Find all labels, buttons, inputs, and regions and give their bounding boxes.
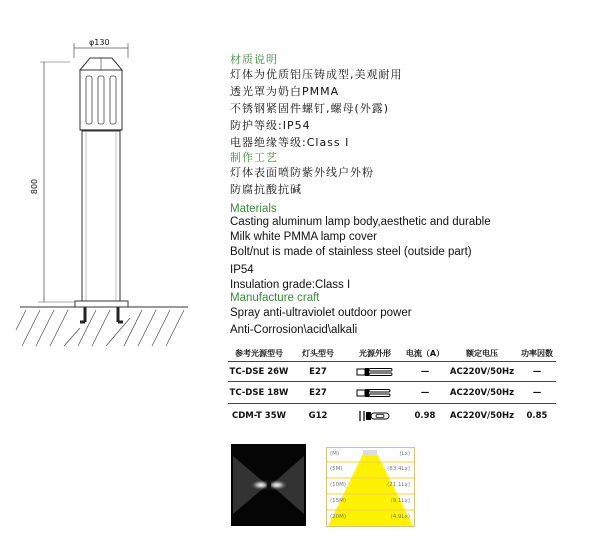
table-row (228, 362, 556, 382)
materials-en-line-5: Insulation grade:Class I (230, 279, 351, 291)
cell-pf: — (518, 362, 556, 382)
craft-en-heading: Manufacture craft (230, 292, 320, 304)
description-panel (230, 53, 600, 338)
materials-cn-line-2: 透光罩为奶白PMMA (230, 85, 340, 98)
illuminance-diagram (326, 447, 415, 527)
cell-model: TC-DSE 26W (228, 362, 290, 382)
col-header-model: 参考光源型号 (235, 349, 283, 358)
illuminance-row (330, 451, 410, 461)
materials-cn-heading: 材质说明 (230, 53, 278, 66)
distance-label: (M) (330, 451, 340, 457)
cell-shape (346, 382, 404, 404)
materials-en-line-3: Bolt/nut is made of stainless steel (outside part) (230, 246, 472, 258)
cell-pf: 0.85 (518, 404, 556, 428)
cfl-lamp-icon (356, 366, 394, 378)
cell-voltage: AC220V/50Hz (446, 362, 518, 382)
light-effect-svg (231, 444, 306, 526)
cell-base: E27 (290, 362, 346, 382)
bollard-drawing (0, 0, 200, 365)
cell-base: E27 (290, 382, 346, 404)
lux-label: (9.1Lx) (390, 498, 410, 504)
cell-model: CDM-T 35W (228, 404, 290, 428)
col-header-shape: 光源外形 (359, 349, 391, 358)
col-header-pf: 功率因数 (521, 349, 553, 358)
materials-cn-line-5: 电器绝缘等级:Class Ⅰ (230, 136, 350, 149)
craft-en-line-1: Spray anti-ultraviolet outdoor power (230, 307, 412, 319)
craft-en-line-2: Anti-Corrosion\acid\alkali (230, 324, 358, 336)
spec-table (228, 346, 556, 428)
base-plate (75, 301, 128, 307)
illuminance-row (330, 514, 410, 524)
spec-table-container (228, 346, 556, 428)
cell-base: G12 (290, 404, 346, 428)
lamp-pole (82, 131, 120, 302)
cell-model: TC-DSE 18W (228, 382, 290, 404)
light-effect-photo (231, 444, 306, 526)
cell-pf: — (518, 382, 556, 404)
craft-cn-heading: 制作工艺 (230, 151, 278, 164)
materials-en-line-2: Milk white PMMA lamp cover (230, 231, 377, 243)
materials-en-line-4: IP54 (230, 264, 254, 276)
ground-hatching (16, 310, 184, 346)
height-label: 800 (30, 178, 40, 195)
distance-label: (20M) (330, 514, 347, 520)
table-row (228, 404, 556, 428)
craft-cn-line-2: 防腐抗酸抗碱 (230, 183, 302, 196)
materials-en-heading: Materials (230, 203, 277, 215)
cell-voltage: AC220V/50Hz (446, 404, 518, 428)
lux-label: (Lx) (399, 451, 410, 457)
cell-current: 0.98 (404, 404, 446, 428)
illuminance-row (330, 466, 410, 476)
craft-cn-line-1: 灯体表面喷防紫外线户外粉 (230, 166, 374, 179)
cell-current: — (404, 382, 446, 404)
col-header-voltage: 额定电压 (466, 349, 498, 358)
materials-cn-line-1: 灯体为优质铝压铸成型,美观耐用 (230, 68, 403, 81)
metal-halide-lamp-icon (356, 409, 394, 423)
lux-label: (4.9Lx) (390, 514, 410, 520)
lux-label: (21.1Lx) (387, 482, 410, 488)
col-header-base: 灯头型号 (302, 349, 334, 358)
col-header-current: 电流（A） (405, 349, 445, 358)
cell-voltage: AC220V/50Hz (446, 382, 518, 404)
distance-label: (5M) (330, 466, 343, 472)
cell-shape (346, 362, 404, 382)
spec-table-header-row (228, 346, 556, 362)
cell-current: — (404, 362, 446, 382)
lux-label: (83.4Lx) (387, 466, 410, 472)
diameter-label: φ130 (89, 38, 110, 47)
cell-shape (346, 404, 404, 428)
materials-cn-line-4: 防护等级:IP54 (230, 119, 311, 132)
illuminance-row (330, 482, 410, 492)
distance-label: (10M) (330, 482, 347, 488)
illuminance-row (330, 498, 410, 508)
materials-cn-line-3: 不锈钢紧固件螺钉,螺母(外露) (230, 102, 390, 115)
table-row (228, 382, 556, 404)
distance-label: (15M) (330, 498, 347, 504)
materials-en-line-1: Casting aluminum lamp body,aesthetic and durable (230, 216, 491, 228)
cfl-lamp-icon (356, 387, 394, 399)
